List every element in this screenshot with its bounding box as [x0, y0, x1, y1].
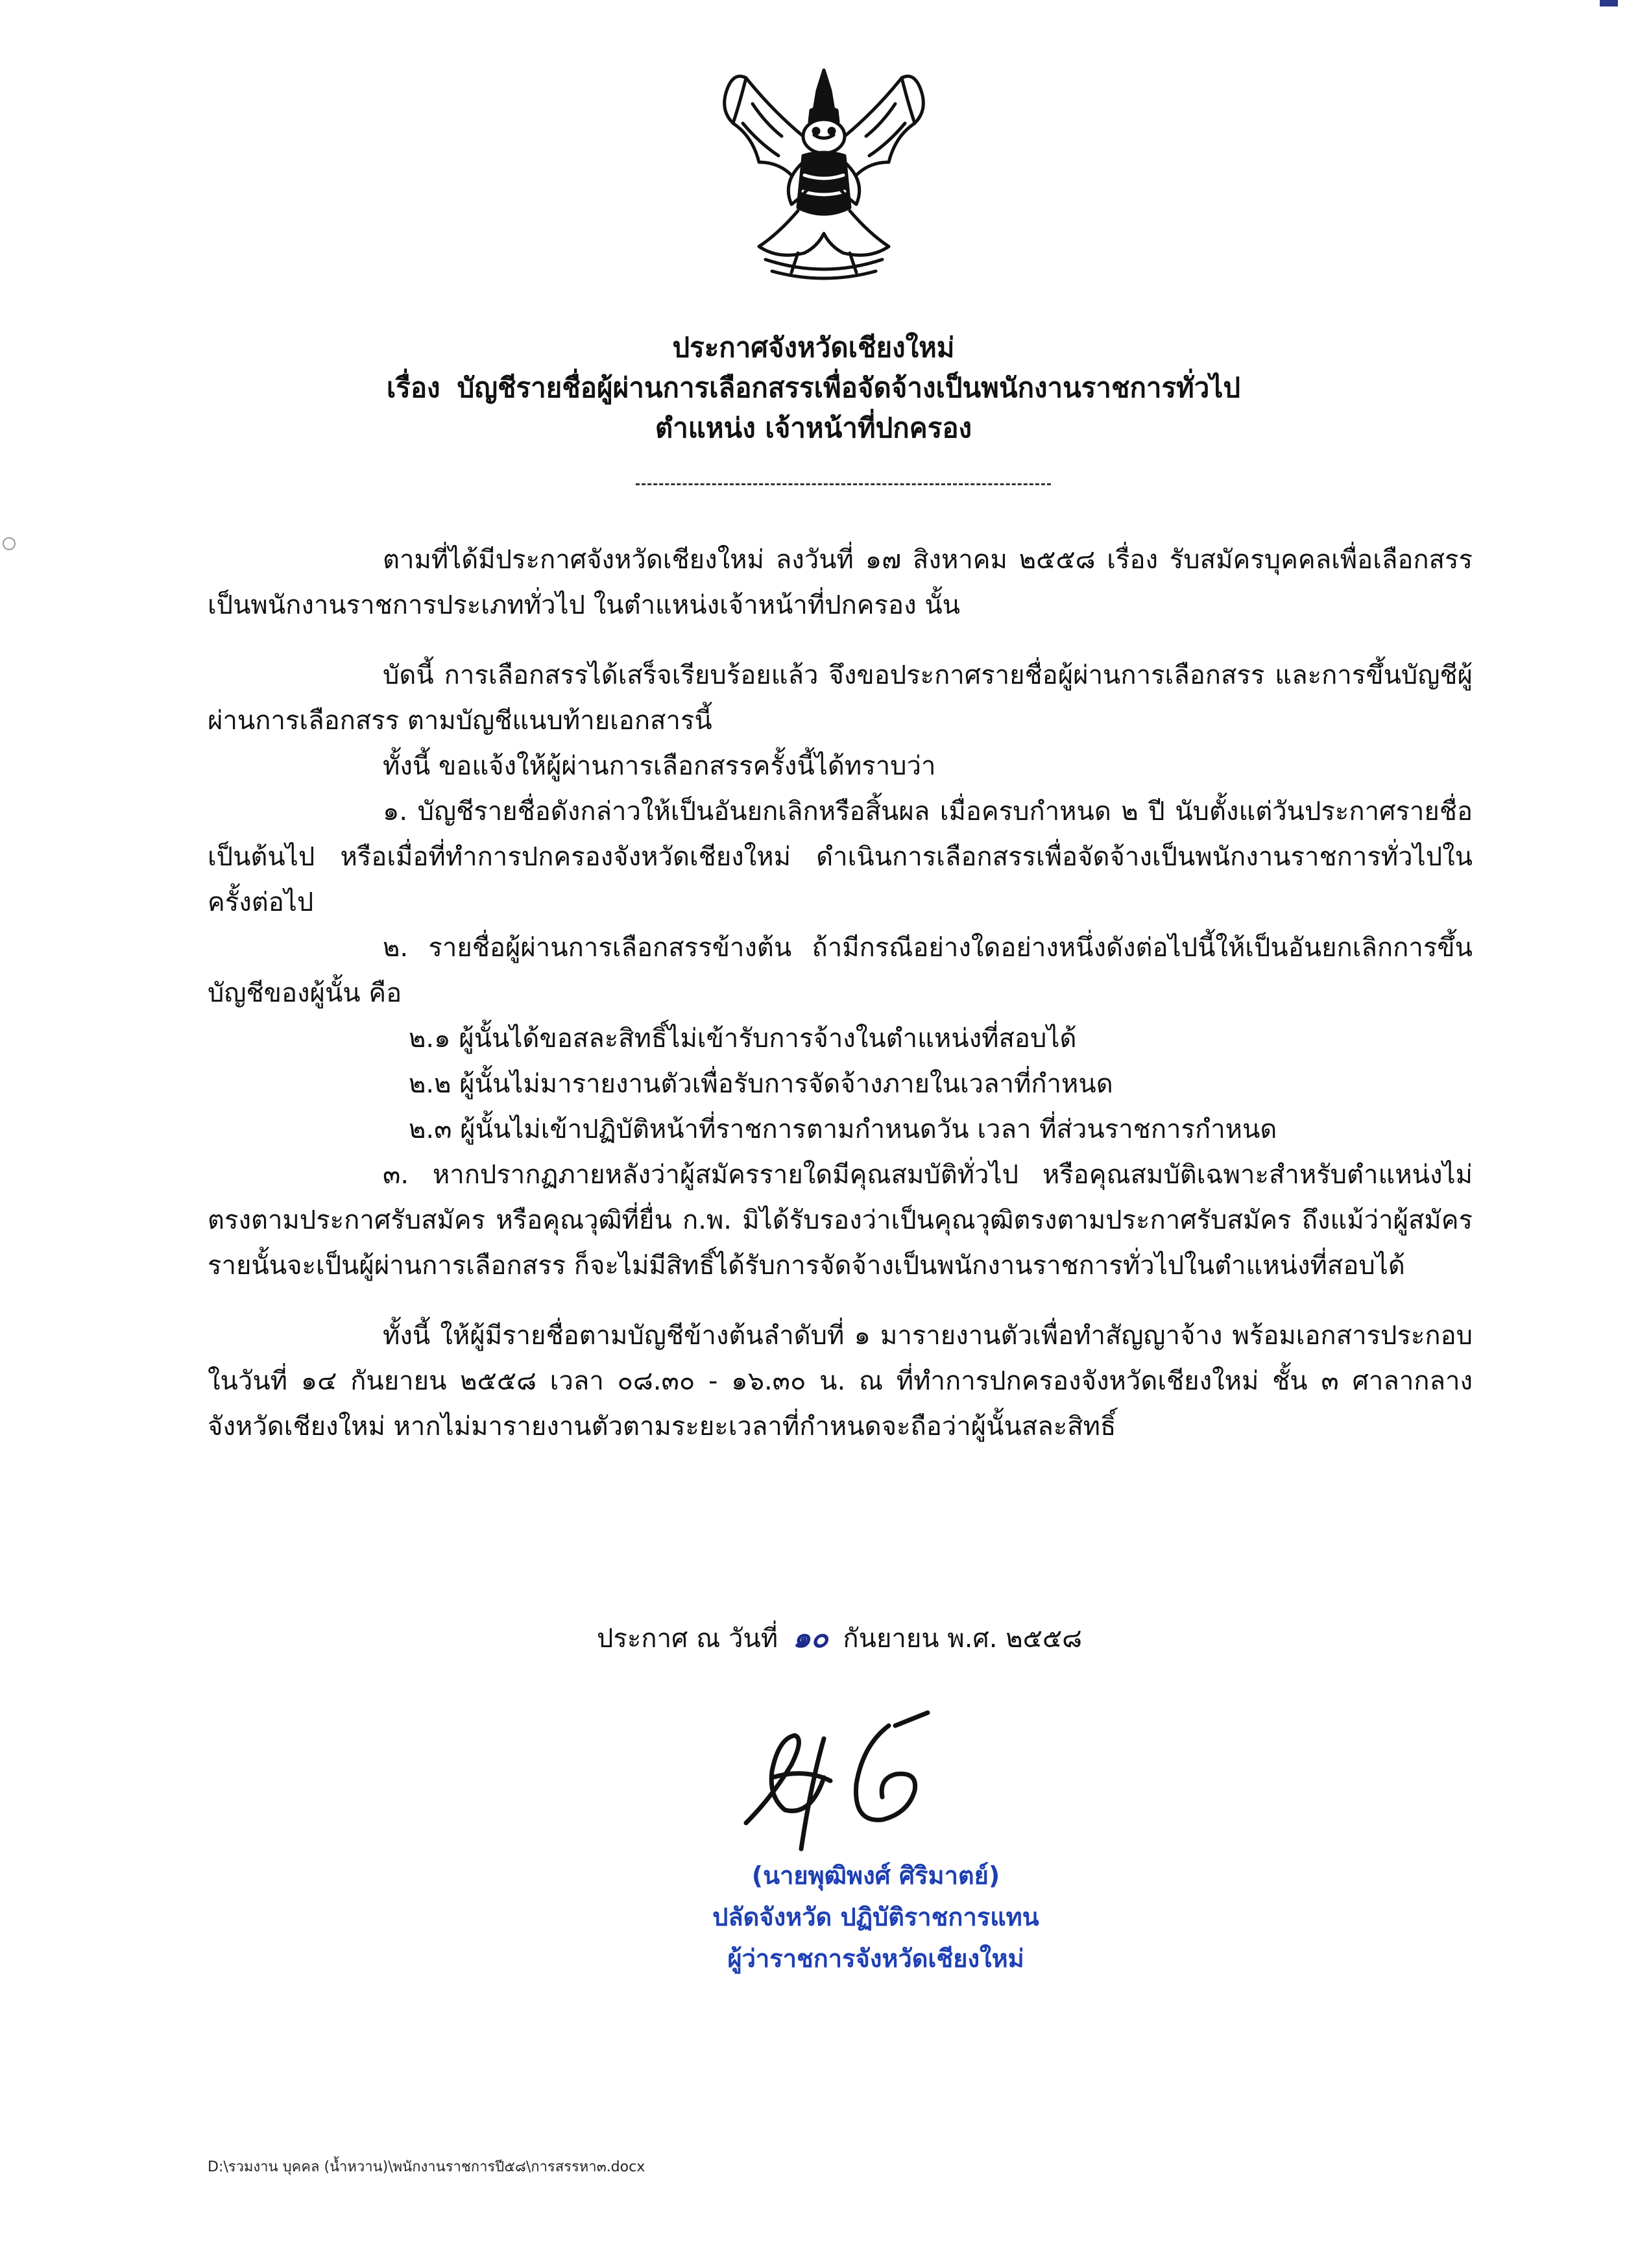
announcement-title: ประกาศจังหวัดเชียงใหม่	[672, 332, 955, 363]
list-item-2: ๒. รายชื่อผู้ผ่านการเลือกสรรข้างต้น ถ้ามีกรณีอย่างใดอย่างหนึ่งดังต่อไปนี้ให้เป็นอันยกเลิกการขึ้นบัญชีของผู้นั้น คือ	[208, 933, 1473, 1008]
subject-line	[0, 368, 1627, 408]
signer-title-2: ผู้ว่าราชการจังหวัดเชียงใหม่	[727, 1944, 1024, 1973]
signer-name: (นายพุฒิพงศ์ ศิริมาตย์)	[751, 1861, 1000, 1890]
file-path-footer: D:\รวมงาน บุคคล (น้ำหวาน)\พนักงานราชการปี๕๘\การสรรหา๓.docx	[208, 2159, 645, 2175]
paragraph-4: ทั้งนี้ ให้ผู้มีรายชื่อตามบัญชีข้างต้นลำดับที่ ๑ มารายงานตัวเพื่อทำสัญญาจ้าง พร้อมเอกสารประกอบ ในวันที่ ๑๔ กันยายน ๒๕๕๘ เวลา ๐๘.๓๐ - ๑๖.๓๐ น. ณ ที่ทำการปกครองจังหวัดเชียงใหม่ ชั้น ๓ ศาลากลางจังหวัดเชียงใหม่ หากไม่มารายงานตัวตามระยะเวลาที่กำหนดจะถือว่าผู้นั้นสละสิทธิ์	[208, 1321, 1473, 1442]
dashed-divider	[636, 483, 1051, 485]
date-day-handwritten: ๑๐	[792, 1621, 828, 1654]
list-item-2-1: ๒.๑ ผู้นั้นได้ขอสละสิทธิ์ไม่เข้ารับการจ้างในตำแหน่งที่สอบได้	[409, 1024, 1077, 1054]
punch-hole-mark	[3, 537, 16, 550]
paragraph-1: ตามที่ได้มีประกาศจังหวัดเชียงใหม่ ลงวันที่ ๑๗ สิงหาคม ๒๕๕๘ เรื่อง รับสมัครบุคคลเพื่อเลือกสรรเป็นพนักงานราชการประเภททั่วไป ในตำแหน่งเจ้าหน้าที่ปกครอง นั้น	[208, 545, 1473, 620]
date-month-year: กันยายน พ.ศ. ๒๕๕๘	[843, 1624, 1083, 1654]
handwritten-signature	[733, 1700, 967, 1855]
subject-text: บัญชีรายชื่อผู้ผ่านการเลือกสรรเพื่อจัดจ้างเป็นพนักงานราชการทั่วไป	[457, 372, 1241, 404]
list-item-3: ๓. หากปรากฏภายหลังว่าผู้สมัครรายใดมีคุณสมบัติทั่วไป หรือคุณสมบัติเฉพาะสำหรับตำแหน่งไม่ตรงตามประกาศรับสมัคร หรือคุณวุฒิที่ยื่น ก.พ. มิได้รับรองว่าเป็นคุณวุฒิตรงตามประกาศรับสมัคร ถึงแม้ว่าผู้สมัครรายนั้นจะเป็นผู้ผ่านการเลือกสรร ก็จะไม่มีสิทธิ์ได้รับการจัดจ้างเป็นพนักงานราชการทั่วไปในตำแหน่งที่สอบได้	[208, 1160, 1473, 1281]
list-item-2-2: ๒.๒ ผู้นั้นไม่มารายงานตัวเพื่อรับการจัดจ้างภายในเวลาที่กำหนด	[409, 1069, 1113, 1099]
list-item-2-3: ๒.๓ ผู้นั้นไม่เข้าปฏิบัติหน้าที่ราชการตามกำหนดวัน เวลา ที่ส่วนราชการกำหนด	[409, 1115, 1277, 1144]
body-text	[208, 537, 1473, 1449]
garuda-emblem-icon	[720, 65, 928, 285]
paragraph-2: บัดนี้ การเลือกสรรได้เสร็จเรียบร้อยแล้ว จึงขอประกาศรายชื่อผู้ผ่านการเลือกสรร และการขึ้นบัญชีผู้ผ่านการเลือกสรร ตามบัญชีแนบท้ายเอกสารนี้	[208, 660, 1473, 736]
subject-prefix: เรื่อง	[386, 372, 440, 404]
paragraph-3: ทั้งนี้ ขอแจ้งให้ผู้ผ่านการเลือกสรรครั้งนี้ได้ทราบว่า	[383, 751, 936, 781]
date-prefix: ประกาศ ณ วันที่	[597, 1624, 778, 1654]
announcement-date	[597, 1615, 1082, 1661]
position-line: ตำแหน่ง เจ้าหน้าที่ปกครอง	[655, 412, 972, 444]
scan-corner-mark	[1600, 0, 1618, 6]
signer-title: ปลัดจังหวัด ปฏิบัติราชการแทน	[712, 1903, 1039, 1931]
list-item-1: ๑. บัญชีรายชื่อดังกล่าวให้เป็นอันยกเลิกหรือสิ้นผล เมื่อครบกำหนด ๒ ปี นับตั้งแต่วันประกาศรายชื่อเป็นต้นไป หรือเมื่อที่ทำการปกครองจังหวัดเชียงใหม่ ดำเนินการเลือกสรรเพื่อจัดจ้างเป็นพนักงานราชการทั่วไปในครั้งต่อไป	[208, 797, 1473, 917]
